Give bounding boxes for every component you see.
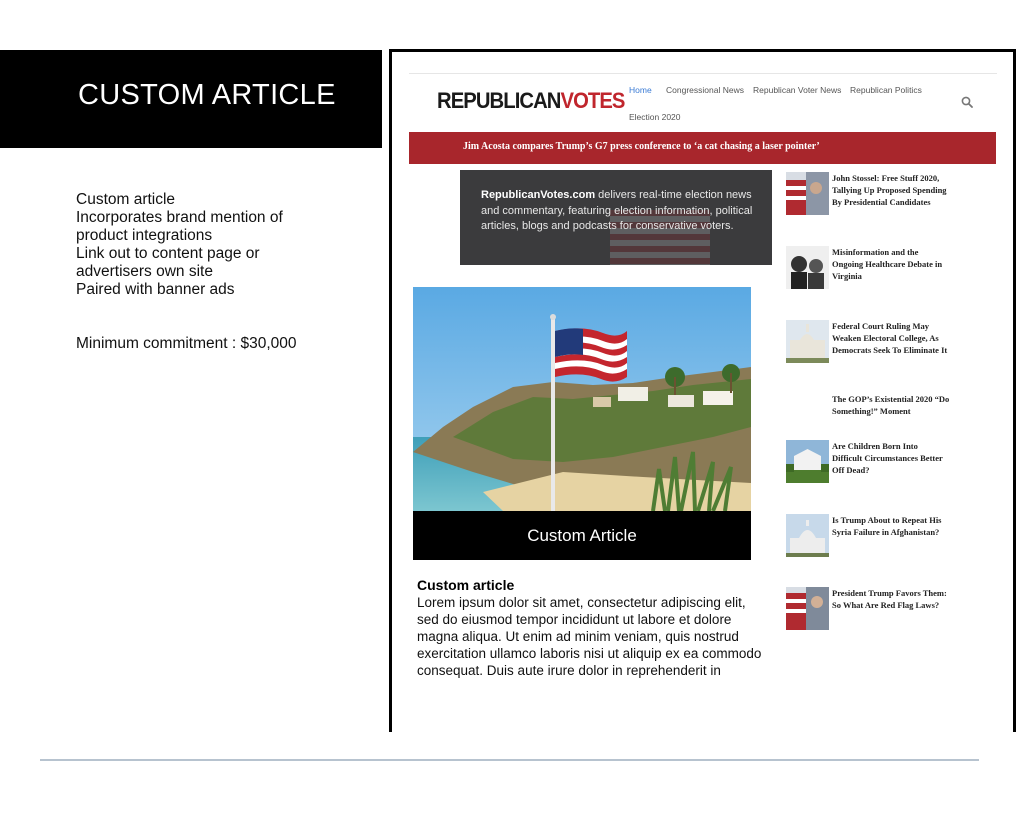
sidebar-thumbnail[interactable] [786, 320, 829, 363]
sidebar-article-title[interactable]: The GOP’s Existential 2020 “Do Something!” Moment [832, 394, 950, 416]
sidebar-article-title[interactable]: Are Children Born Into Difficult Circumstances Better Off Dead? [832, 441, 943, 475]
sidebar-thumbnail[interactable] [786, 440, 829, 483]
article-caption-box[interactable] [413, 511, 751, 560]
sidebar-article-title[interactable]: John Stossel: Free Stuff 2020, Tallying Up Proposed Spending By Presidential Candidates [832, 173, 947, 207]
nav-congressional-news[interactable]: Congressional News [666, 85, 744, 95]
site-promo-box [460, 170, 772, 265]
feature-item: Incorporates brand mention of product integrations [76, 209, 283, 244]
sidebar-article-title[interactable]: Federal Court Ruling May Weaken Electoral College, As Democrats Seek To Eliminate It [832, 321, 948, 355]
search-icon[interactable] [961, 96, 973, 108]
sidebar-thumbnail[interactable] [786, 587, 829, 630]
sidebar-thumbnail[interactable] [786, 514, 829, 557]
promo-description: delivers real-time election news and commentary, featuring election information, political articles, blogs and podcasts for conservative voters. [481, 189, 753, 232]
promo-brand: RepublicanVotes.com [481, 189, 596, 201]
logo-text-republican: REPUBLICAN [437, 88, 561, 113]
banner-headline[interactable]: Jim Acosta compares Trump’s G7 press conference to ‘a cat chasing a laser pointer’ [463, 141, 820, 152]
article-photo[interactable] [413, 287, 751, 511]
article-title[interactable]: Custom article [417, 577, 515, 593]
sidebar-thumbnail[interactable] [786, 172, 829, 215]
sidebar-article-title[interactable]: Misinformation and the Ongoing Healthcare Debate in Virginia [832, 247, 943, 281]
slide-title: CUSTOM ARTICLE [78, 79, 336, 111]
promo-text [481, 188, 761, 235]
nav-home[interactable]: Home [629, 85, 652, 95]
article-caption: Custom Article [527, 526, 637, 545]
article-body: Lorem ipsum dolor sit amet, consectetur adipiscing elit, sed do eiusmod tempor incididunt ut labore et dolore magna aliqua. Ut enim ad minim veniam, quis nostrud exercitation ullamco laboris nisi ut aliquip ex ea commodo consequat. Duis aute irure dolor in reprehenderit in [417, 595, 762, 678]
feature-list [76, 191, 336, 299]
nav-election-2020[interactable]: Election 2020 [629, 112, 681, 122]
header-divider [409, 73, 997, 74]
sidebar-article-title[interactable]: Is Trump About to Repeat His Syria Failure in Afghanistan? [832, 515, 942, 537]
sidebar-article-title[interactable]: President Trump Favors Them: So What Are Red Flag Laws? [832, 588, 947, 610]
site-logo[interactable] [437, 88, 625, 114]
breaking-news-banner[interactable] [409, 132, 996, 164]
nav-republican-politics[interactable]: Republican Politics [850, 85, 922, 95]
sidebar-thumbnail[interactable] [786, 246, 829, 289]
feature-item: Paired with banner ads [76, 281, 235, 298]
logo-text-votes: VOTES [560, 88, 625, 113]
feature-item: Link out to content page or advertisers own site [76, 245, 260, 280]
footer-divider [40, 759, 979, 761]
slide-title-box [0, 50, 382, 148]
minimum-commitment: Minimum commitment : $30,000 [76, 335, 297, 352]
feature-item: Custom article [76, 191, 176, 208]
nav-republican-voter-news[interactable]: Republican Voter News [753, 85, 842, 95]
